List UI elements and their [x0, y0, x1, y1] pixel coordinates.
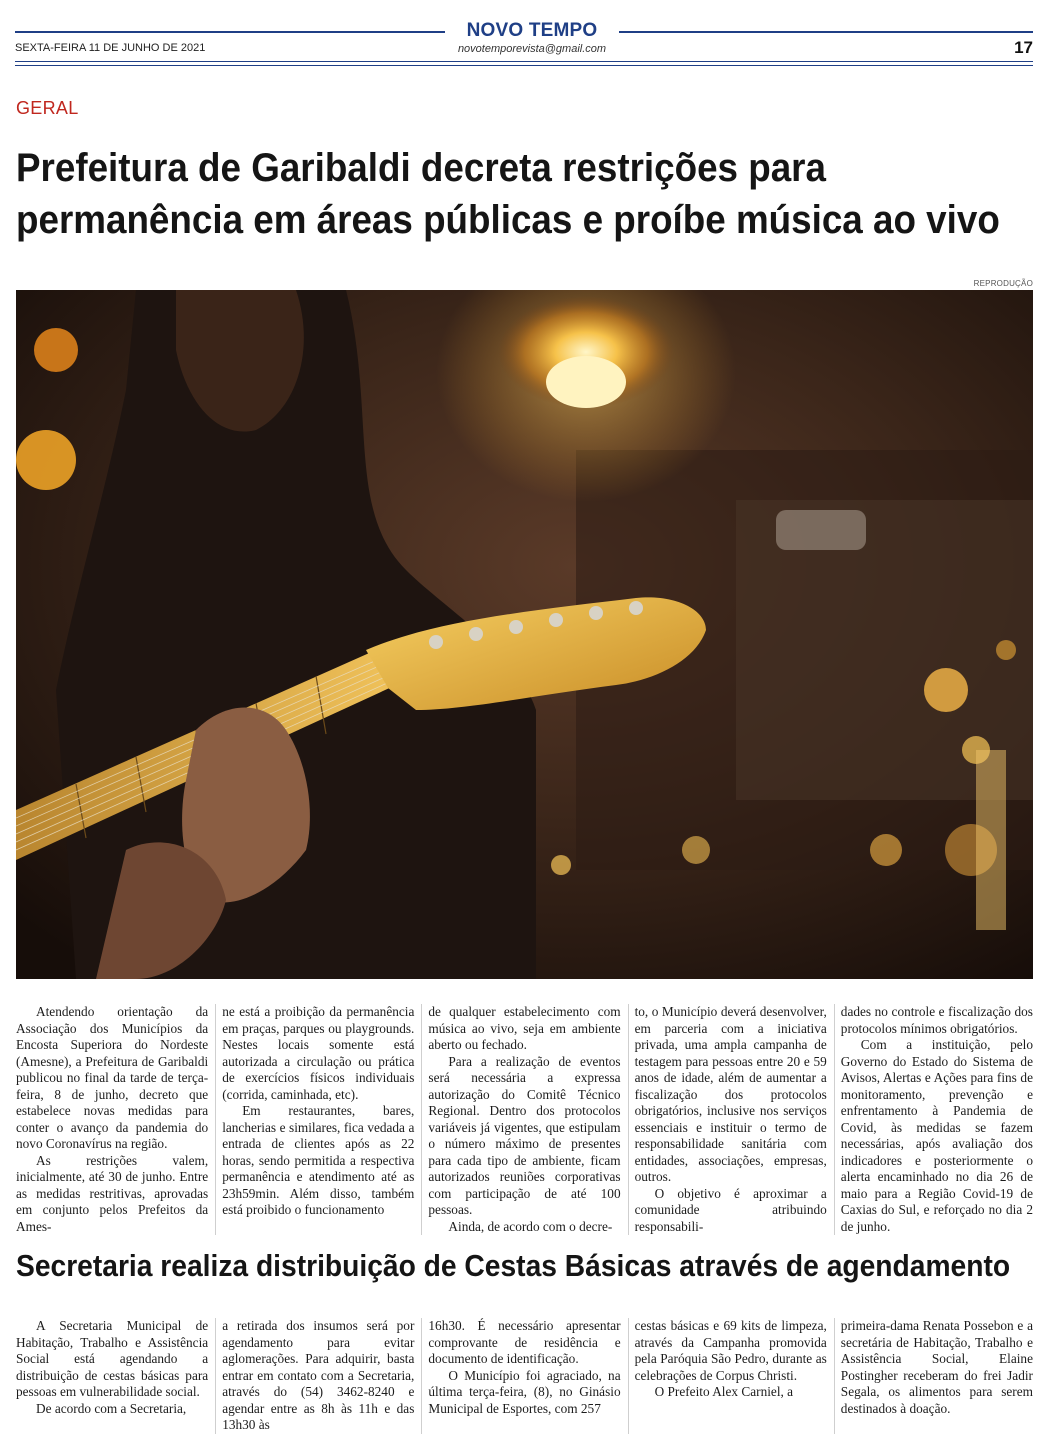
article-column-3 [421, 1004, 620, 1235]
paragraph: dades no controle e fiscalização dos protocolos mínimos obrigatórios. [840, 1004, 1033, 1036]
headline-line-1: Prefeitura de Garibaldi decreta restrições para [16, 146, 826, 190]
paragraph: Atendendo orientação da Associação dos Municípios da Encosta Superiora do Nordeste (Amesne), a Prefeitura de Garibaldi publicou no final da tarde de terça-feira, 8 de junho, decreto que estabelece novas medidas para conter o avanço da pandemia do novo Coronavírus na região. [16, 1004, 209, 1151]
paragraph: 16h30. É necessário apresentar comprovante de residência e documento de identificação. [428, 1318, 621, 1366]
paragraph: to, o Município deverá desenvolver, em parceria com a iniciativa privada, uma ampla campanha de testagem para pessoas entre 20 e 59 anos de idade, além de aumentar a fiscalização dos protocolos obrigatórios, inclusive nos serviços essenciais e instituir o termo de responsabilidade sanitária com entidades, associações, empresas, outros. [634, 1004, 827, 1184]
second-article-column-1 [16, 1318, 208, 1434]
paragraph: primeira-dama Renata Possebon e a secretária de Habitação, Trabalho e Assistência Social, Elaine Postingher receberam do frei Jadir Segala, os alimentos para serem destinados à doação. [840, 1318, 1033, 1416]
paragraph: cestas básicas e 69 kits de limpeza, através da Campanha promovida pela Paróquia São Pedro, durante as celebrações de Corpus Christi. [634, 1318, 827, 1383]
paragraph: O Prefeito Alex Carniel, a [654, 1384, 794, 1399]
paragraph: O objetivo é aproximar a comunidade atribuindo responsabili- [634, 1185, 827, 1234]
paragraph: de qualquer estabelecimento com música ao vivo, seja em ambiente aberto ou fechado. [428, 1004, 621, 1052]
paragraph: ne está a proibição da permanência em praças, parques ou playgrounds. Nestes locais somente está autorizada a circulação ou prática de exercícios físicos individuais (corrida, caminhada, etc). [222, 1004, 415, 1102]
article-photo-guitarist [16, 290, 1033, 979]
article-column-2 [215, 1004, 414, 1235]
article-column-5 [834, 1004, 1033, 1235]
masthead-bottom-rule [15, 61, 1033, 66]
second-article-headline: Secretaria realiza distribuição de Cestas Básicas através de agendamento [16, 1248, 1011, 1283]
article-body-columns [16, 1004, 1033, 1234]
paragraph: Com a instituição, pelo Governo do Estado do Sistema de Avisos, Alertas e Ações para fins de monitoramento, prevenção e enfrentamento à Pandemia de Covid, às medidas se fazem necessárias, após avaliação dos indicadores e posteriormente o alerta encaminhado no dia 26 de maio para a Região Covid-19 de Caxias do Sul, e reforçado no dia 2 de junho. [840, 1037, 1033, 1234]
second-article-column-4 [628, 1318, 827, 1434]
issue-date: SEXTA-FEIRA 11 DE JUNHO DE 2021 [15, 42, 206, 54]
second-article-body-columns [16, 1318, 1033, 1432]
article-headline [16, 142, 1000, 246]
contact-email: novotemporevista@gmail.com [457, 43, 607, 55]
section-label: GERAL [16, 98, 79, 118]
paragraph: Em restaurantes, bares, lancherias e similares, fica vedada a entrada de clientes após as 22 horas, sendo permitida a respectiva permanência e atendimento até as 23h59min. Além disso, também está proibido o funcionamento [222, 1103, 415, 1217]
masthead-title-box [445, 18, 619, 44]
paragraph: A Secretaria Municipal de Habitação, Trabalho e Assistência Social está agendando a distribuição de cestas básicas para pessoas em vulnerabilidade social. [16, 1318, 209, 1399]
paragraph: As restrições valem, inicialmente, até 30 de junho. Entre as medidas restritivas, aprovadas em conjunto pelos Prefeitos da Ames- [16, 1152, 209, 1234]
page-number: 17 [1014, 38, 1033, 57]
paragraph: Ainda, de acordo com o decre- [448, 1218, 613, 1234]
article-column-1 [16, 1004, 208, 1235]
second-article-column-3 [421, 1318, 620, 1434]
second-article-column-2 [215, 1318, 414, 1434]
photo-credit: REPRODUÇÃO [973, 279, 1033, 288]
paragraph: O Município foi agraciado, na última terça-feira, (8), no Ginásio Municipal de Esportes, com 257 [428, 1367, 621, 1416]
headline-line-2: permanência em áreas públicas e proíbe música ao vivo [16, 198, 1000, 242]
second-article-column-5 [834, 1318, 1033, 1434]
paragraph: De acordo com a Secretaria, [36, 1400, 187, 1416]
paragraph: a retirada dos insumos será por agendamento para evitar aglomerações. Para adquirir, basta entrar em contato com a Secretaria, através do (54) 3462-8240 e agendar entre as 8h às 11h e das 13h30 às [222, 1318, 415, 1432]
masthead [15, 18, 1033, 66]
article-column-4 [628, 1004, 827, 1235]
paragraph: Para a realização de eventos será necessária a expressa autorização do Comitê Técnico Regional. Dentro dos protocolos variáveis já vigentes, que estipulam o número máximo de presentes para cada tipo de ambiente, ficam autorizados reuniões corporativas com participação de até 100 pessoas. [428, 1053, 621, 1217]
newspaper-title: NOVO TEMPO [466, 20, 598, 41]
